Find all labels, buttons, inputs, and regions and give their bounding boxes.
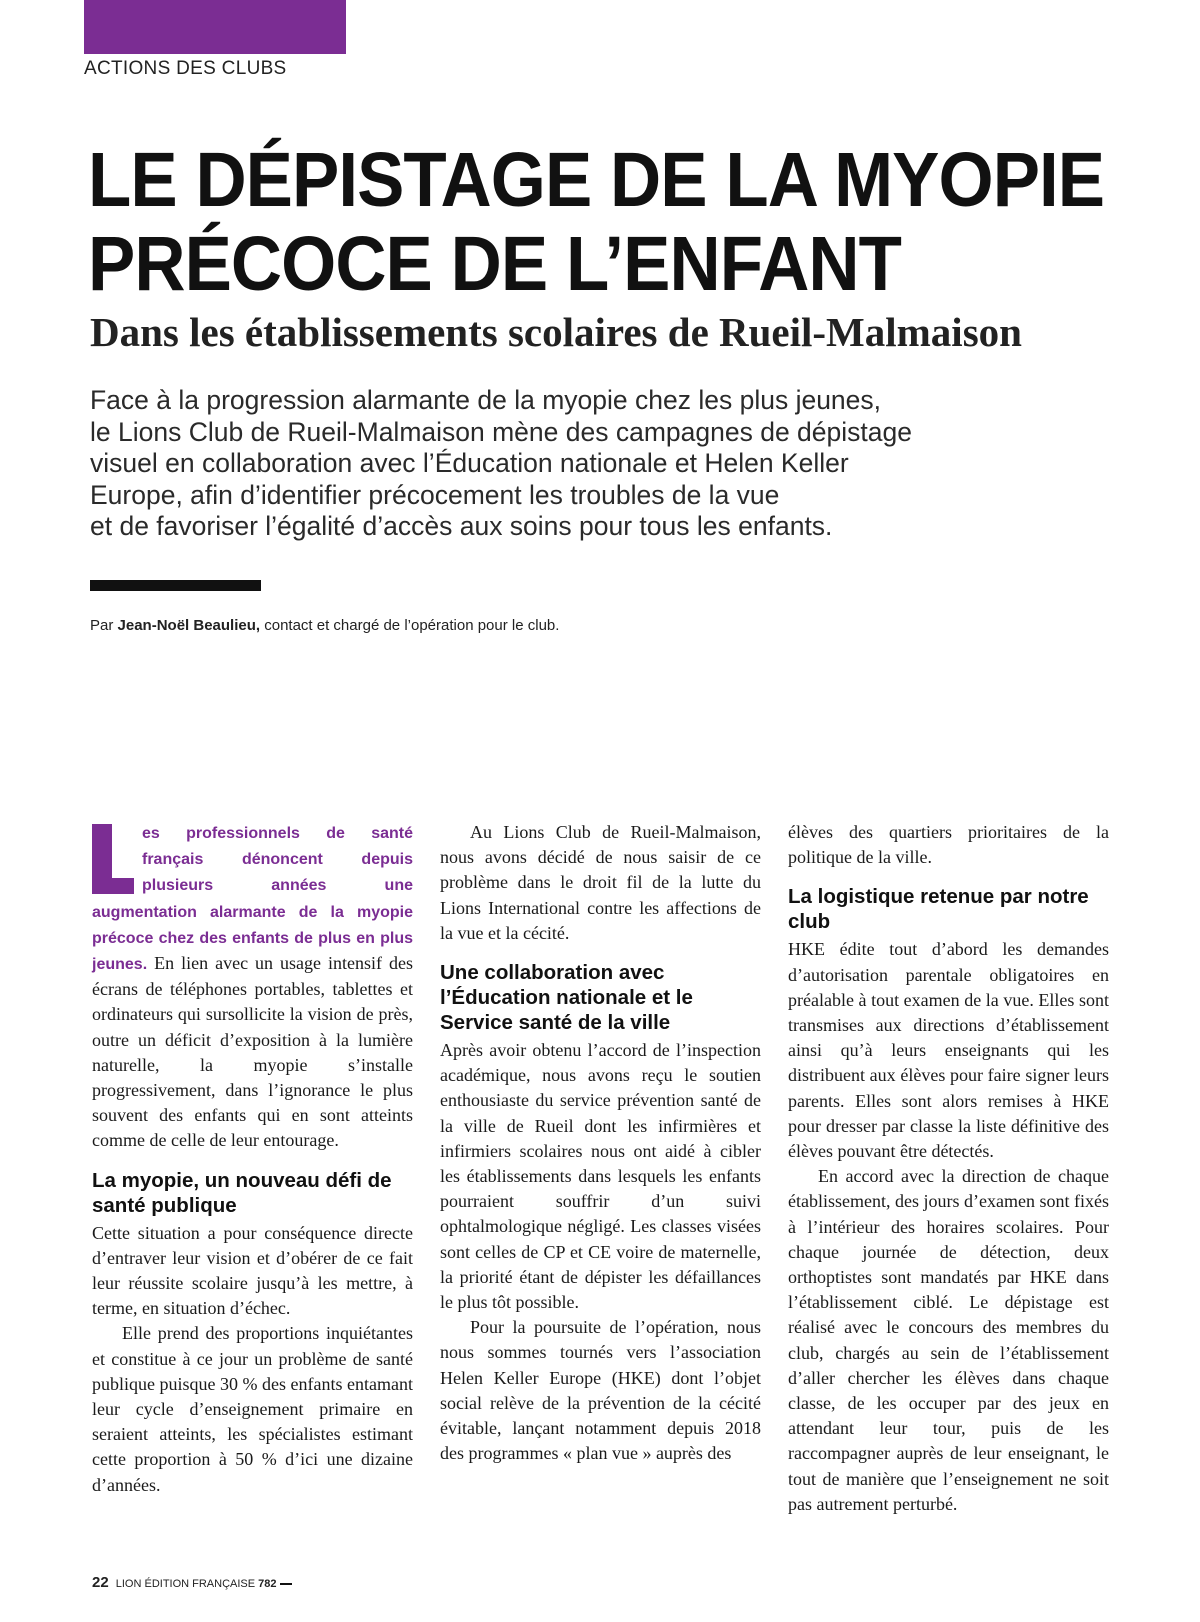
section-label: ACTIONS DES CLUBS bbox=[84, 58, 287, 79]
dropcap-letter bbox=[92, 824, 93, 825]
lede-text: es professionnels de santé français dénoncent depuis plusieurs années une augmentation alarmante de la myopie précoce chez des enfants de plus en plus jeunes. bbox=[92, 825, 413, 974]
article-title-line-2: PRÉCOCE DE L’ENFANT bbox=[88, 221, 902, 307]
byline-prefix: Par bbox=[90, 617, 118, 634]
dropcap-letter-glyph bbox=[92, 824, 134, 894]
article-subtitle: Dans les établissements scolaires de Rueil-Malmaison bbox=[90, 309, 1022, 355]
subheading: Une collaboration avec l’Éducation nationale et le Service santé de la ville bbox=[440, 961, 693, 1035]
article-column-2 bbox=[440, 820, 761, 1466]
article-title-line-1: LE DÉPISTAGE DE LA MYOPIE bbox=[88, 137, 1105, 223]
article-column-3 bbox=[788, 820, 1109, 1517]
article-intro bbox=[90, 385, 970, 543]
section-color-bar bbox=[84, 0, 346, 54]
paragraph: Au Lions Club de Rueil-Malmaison, nous avons décidé de nous saisir de ce problème dans le droit fil de la lutte du Lions International contre les affections de la vue et la cécité. bbox=[440, 822, 761, 943]
article-column-1 bbox=[92, 820, 413, 1498]
paragraph: Elle prend des proportions inquiétantes et constitue à ce jour un problème de santé publique puisque 30 % des enfants entamant leur cycle d’enseignement primaire en seraient atteints, les spécialistes estimant cette proportion à 50 % d’ici une dizaine d’années. bbox=[92, 1323, 413, 1495]
paragraph: élèves des quartiers prioritaires de la politique de la ville. bbox=[788, 822, 1109, 868]
byline-author: Jean-Noël Beaulieu, bbox=[117, 617, 261, 634]
page-footer bbox=[92, 1574, 292, 1591]
intro-line: Europe, afin d’identifier précocement les troubles de la vue bbox=[90, 479, 780, 510]
issue-number: 782 bbox=[258, 1578, 277, 1590]
paragraph: En accord avec la direction de chaque établissement, des jours d’examen sont fixés à l’intérieur des horaires scolaires. Pour chaque journée de détection, deux orthoptistes sont mandatés par HKE dans l’établissement ciblé. Le dépistage est réalisé avec le concours des membres du club, chargés au sein de l’établissement d’aller chercher les élèves dans chaque classe, de les occuper par des jeux en attendant leur tour, puis de les raccompagner auprès de leur enseignant, le tout de manière que l’enseignement ne soit pas autrement perturbé. bbox=[788, 1166, 1109, 1514]
byline bbox=[90, 617, 559, 634]
intro-line: le Lions Club de Rueil-Malmaison mène des campagnes de dépistage bbox=[90, 416, 912, 447]
article-title bbox=[88, 137, 1105, 307]
paragraph: Pour la poursuite de l’opération, nous nous sommes tournés vers l’association Helen Keller Europe (HKE) dont l’objet social relève de la prévention de la cécité évitable, lançant notamment depuis 2018 des programmes « plan vue » auprès des bbox=[440, 1317, 761, 1464]
divider-rule bbox=[90, 580, 261, 591]
footer-dash bbox=[280, 1583, 292, 1585]
opening-paragraph bbox=[92, 820, 413, 1154]
intro-line: Face à la progression alarmante de la myopie chez les plus jeunes, bbox=[90, 385, 882, 415]
subheading: La logistique retenue par notre club bbox=[788, 885, 1089, 934]
subheading: La myopie, un nouveau défi de santé publique bbox=[92, 1168, 392, 1217]
paragraph-text: En lien avec un usage intensif des écrans de téléphones portables, tablettes et ordinateurs qui sursollicite la vision de près, outre un déficit d’exposition à la lumière naturelle, la myopie s’installe progressivement, dans l’ignorance le plus souvent des enfants qui en sont atteints comme de celle de leur entourage. bbox=[92, 953, 413, 1151]
paragraph: Après avoir obtenu l’accord de l’inspection académique, nous avons reçu le soutien enthousiaste du service prévention santé de la ville de Rueil dont les infirmières et infirmiers scolaires nous ont aidé à cibler les établissements dans lesquels les enfants pourraient souffrir d’un suivi ophtalmologique négligé. Les classes visées sont celles de CP et CE voire de maternelle, la priorité étant de dépister les défaillances le plus tôt possible. bbox=[440, 1040, 761, 1313]
byline-role: contact et chargé de l’opération pour le club. bbox=[260, 617, 560, 634]
magazine-name: LION ÉDITION FRANÇAISE bbox=[115, 1578, 256, 1590]
paragraph: HKE édite tout d’abord les demandes d’autorisation parentale obligatoires en préalable à tout examen de la vue. Elles sont transmises aux directions d’établissement ainsi qu’à leurs enseignants qui les distribuent aux élèves pour faire signer leurs parents. Elles sont alors remises à HKE pour dresser par classe la liste définitive des élèves pouvant être détectés. bbox=[788, 939, 1109, 1162]
paragraph: Cette situation a pour conséquence directe d’entraver leur vision et d’obérer de ce fait leur réussite scolaire jusqu’à les mettre, à terme, en situation d’échec. bbox=[92, 1222, 413, 1319]
page-number: 22 bbox=[92, 1574, 109, 1591]
intro-line: et de favoriser l’égalité d’accès aux soins pour tous les enfants. bbox=[90, 511, 833, 542]
intro-line: visuel en collaboration avec l’Éducation nationale et Helen Keller bbox=[90, 448, 849, 479]
